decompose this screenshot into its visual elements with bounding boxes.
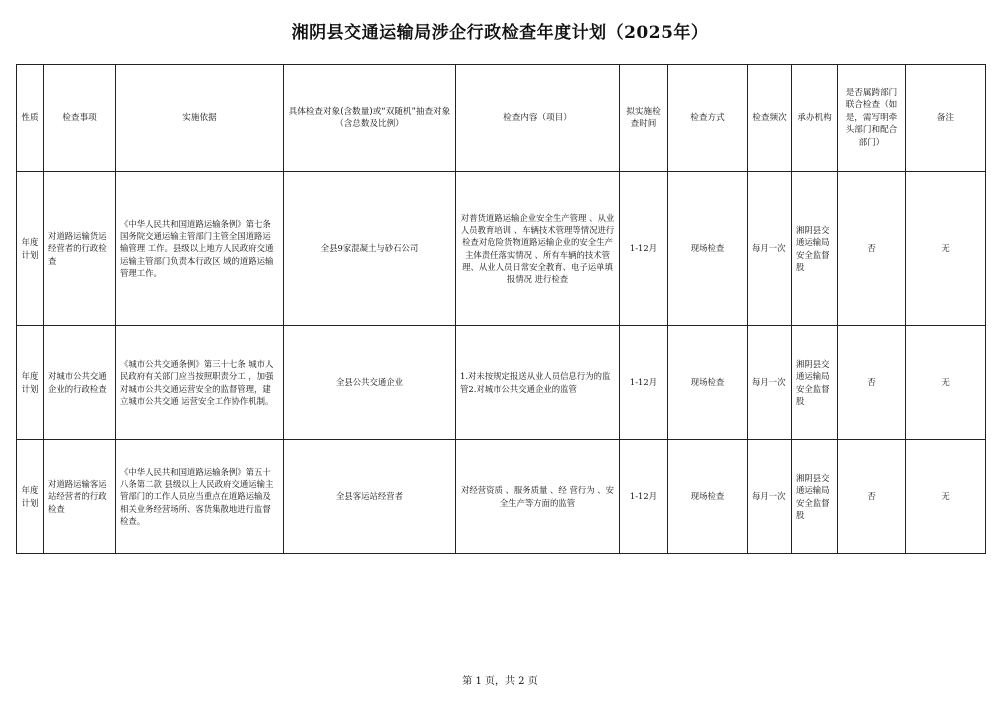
header-joint: 是否属跨部门联合检查（如是，需写明牵头部门和配合部门）: [838, 65, 906, 172]
cell-basis: 《城市公共交通条例》第三十七条 城市人民政府有关部门应当按照职责分工 ，加强对城市公共交通运营安全的监督管理，建立城市公共交通 运营安全工作协作机制。: [116, 326, 284, 440]
cell-item: 对道路运输货运经营者的行政检查: [44, 172, 116, 326]
table-header-row: [17, 65, 986, 172]
header-agency: 承办机构: [792, 65, 838, 172]
cell-agency: 湘阴县交通运输局安全监督股: [792, 440, 838, 554]
inspection-plan-table: [16, 64, 986, 554]
cell-time: 1-12月: [620, 440, 668, 554]
cell-method: 现场检查: [668, 326, 748, 440]
cell-agency: 湘阴县交通运输局安全监督股: [792, 172, 838, 326]
cell-content: 对经营资质 、服务质量 、经 营行为 、安全生产等方面的监管: [456, 440, 620, 554]
header-frequency: 检查频次: [748, 65, 792, 172]
header-content: 检查内容（项目）: [456, 65, 620, 172]
page-footer: 第 1 页，共 2 页: [462, 676, 538, 687]
header-method: 检查方式: [668, 65, 748, 172]
cell-joint: 否: [838, 172, 906, 326]
header-basis: 实施依据: [116, 65, 284, 172]
cell-time: 1-12月: [620, 326, 668, 440]
table-row: [17, 326, 986, 440]
cell-remark: 无: [906, 172, 986, 326]
cell-nature: 年度计划: [17, 440, 44, 554]
cell-content: 1.对未按规定报送从业人员信息行为的监管2.对城市公共交通企业的监管: [456, 326, 620, 440]
cell-method: 现场检查: [668, 440, 748, 554]
cell-frequency: 每月一次: [748, 440, 792, 554]
page-title: 湘阴县交通运输局涉企行政检查年度计划（2025年）: [291, 23, 709, 43]
cell-item: 对道路运输客运站经营者的行政检查: [44, 440, 116, 554]
cell-remark: 无: [906, 326, 986, 440]
cell-method: 现场检查: [668, 172, 748, 326]
cell-item: 对城市公共交通企业的行政检查: [44, 326, 116, 440]
cell-basis: 《中华人民共和国道路运输条例》第七条 国务院交通运输主管部门主管全国道路运输管理 工作。县级以上地方人民政府交通运输主管部门负责本行政区 域的道路运输管理工作。: [116, 172, 284, 326]
cell-agency: 湘阴县交通运输局安全监督股: [792, 326, 838, 440]
cell-content: 对普货道路运输企业安全生产管理 、从业人员教育培训 、车辆技术管理等情况进行检查对危险货物道路运输企业的安全生产主体责任落实情况 、所有车辆的技术管理、从业人员日常安全教育、电子运单填报情况 进行检查: [456, 172, 620, 326]
header-remark: 备注: [906, 65, 986, 172]
header-time: 拟实施检查时间: [620, 65, 668, 172]
table-row: [17, 172, 986, 326]
cell-joint: 否: [838, 326, 906, 440]
cell-target: 全县9家混凝土与砂石公司: [284, 172, 456, 326]
cell-target: 全县客运站经营者: [284, 440, 456, 554]
cell-nature: 年度计划: [17, 172, 44, 326]
cell-remark: 无: [906, 440, 986, 554]
cell-frequency: 每月一次: [748, 326, 792, 440]
cell-frequency: 每月一次: [748, 172, 792, 326]
cell-target: 全县公共交通企业: [284, 326, 456, 440]
cell-joint: 否: [838, 440, 906, 554]
header-item: 检查事项: [44, 65, 116, 172]
table-row: [17, 440, 986, 554]
cell-basis: 《中华人民共和国道路运输条例》第五十八条第二款 县级以上人民政府交通运输主管部门的工作人员应当重点在道路运输及相关业务经营场所、客货集散地进行监督检查。: [116, 440, 284, 554]
cell-nature: 年度计划: [17, 326, 44, 440]
header-nature: 性质: [17, 65, 44, 172]
cell-time: 1-12月: [620, 172, 668, 326]
header-target: 具体检查对象(含数量)或“双随机”抽查对象（含总数及比例）: [284, 65, 456, 172]
